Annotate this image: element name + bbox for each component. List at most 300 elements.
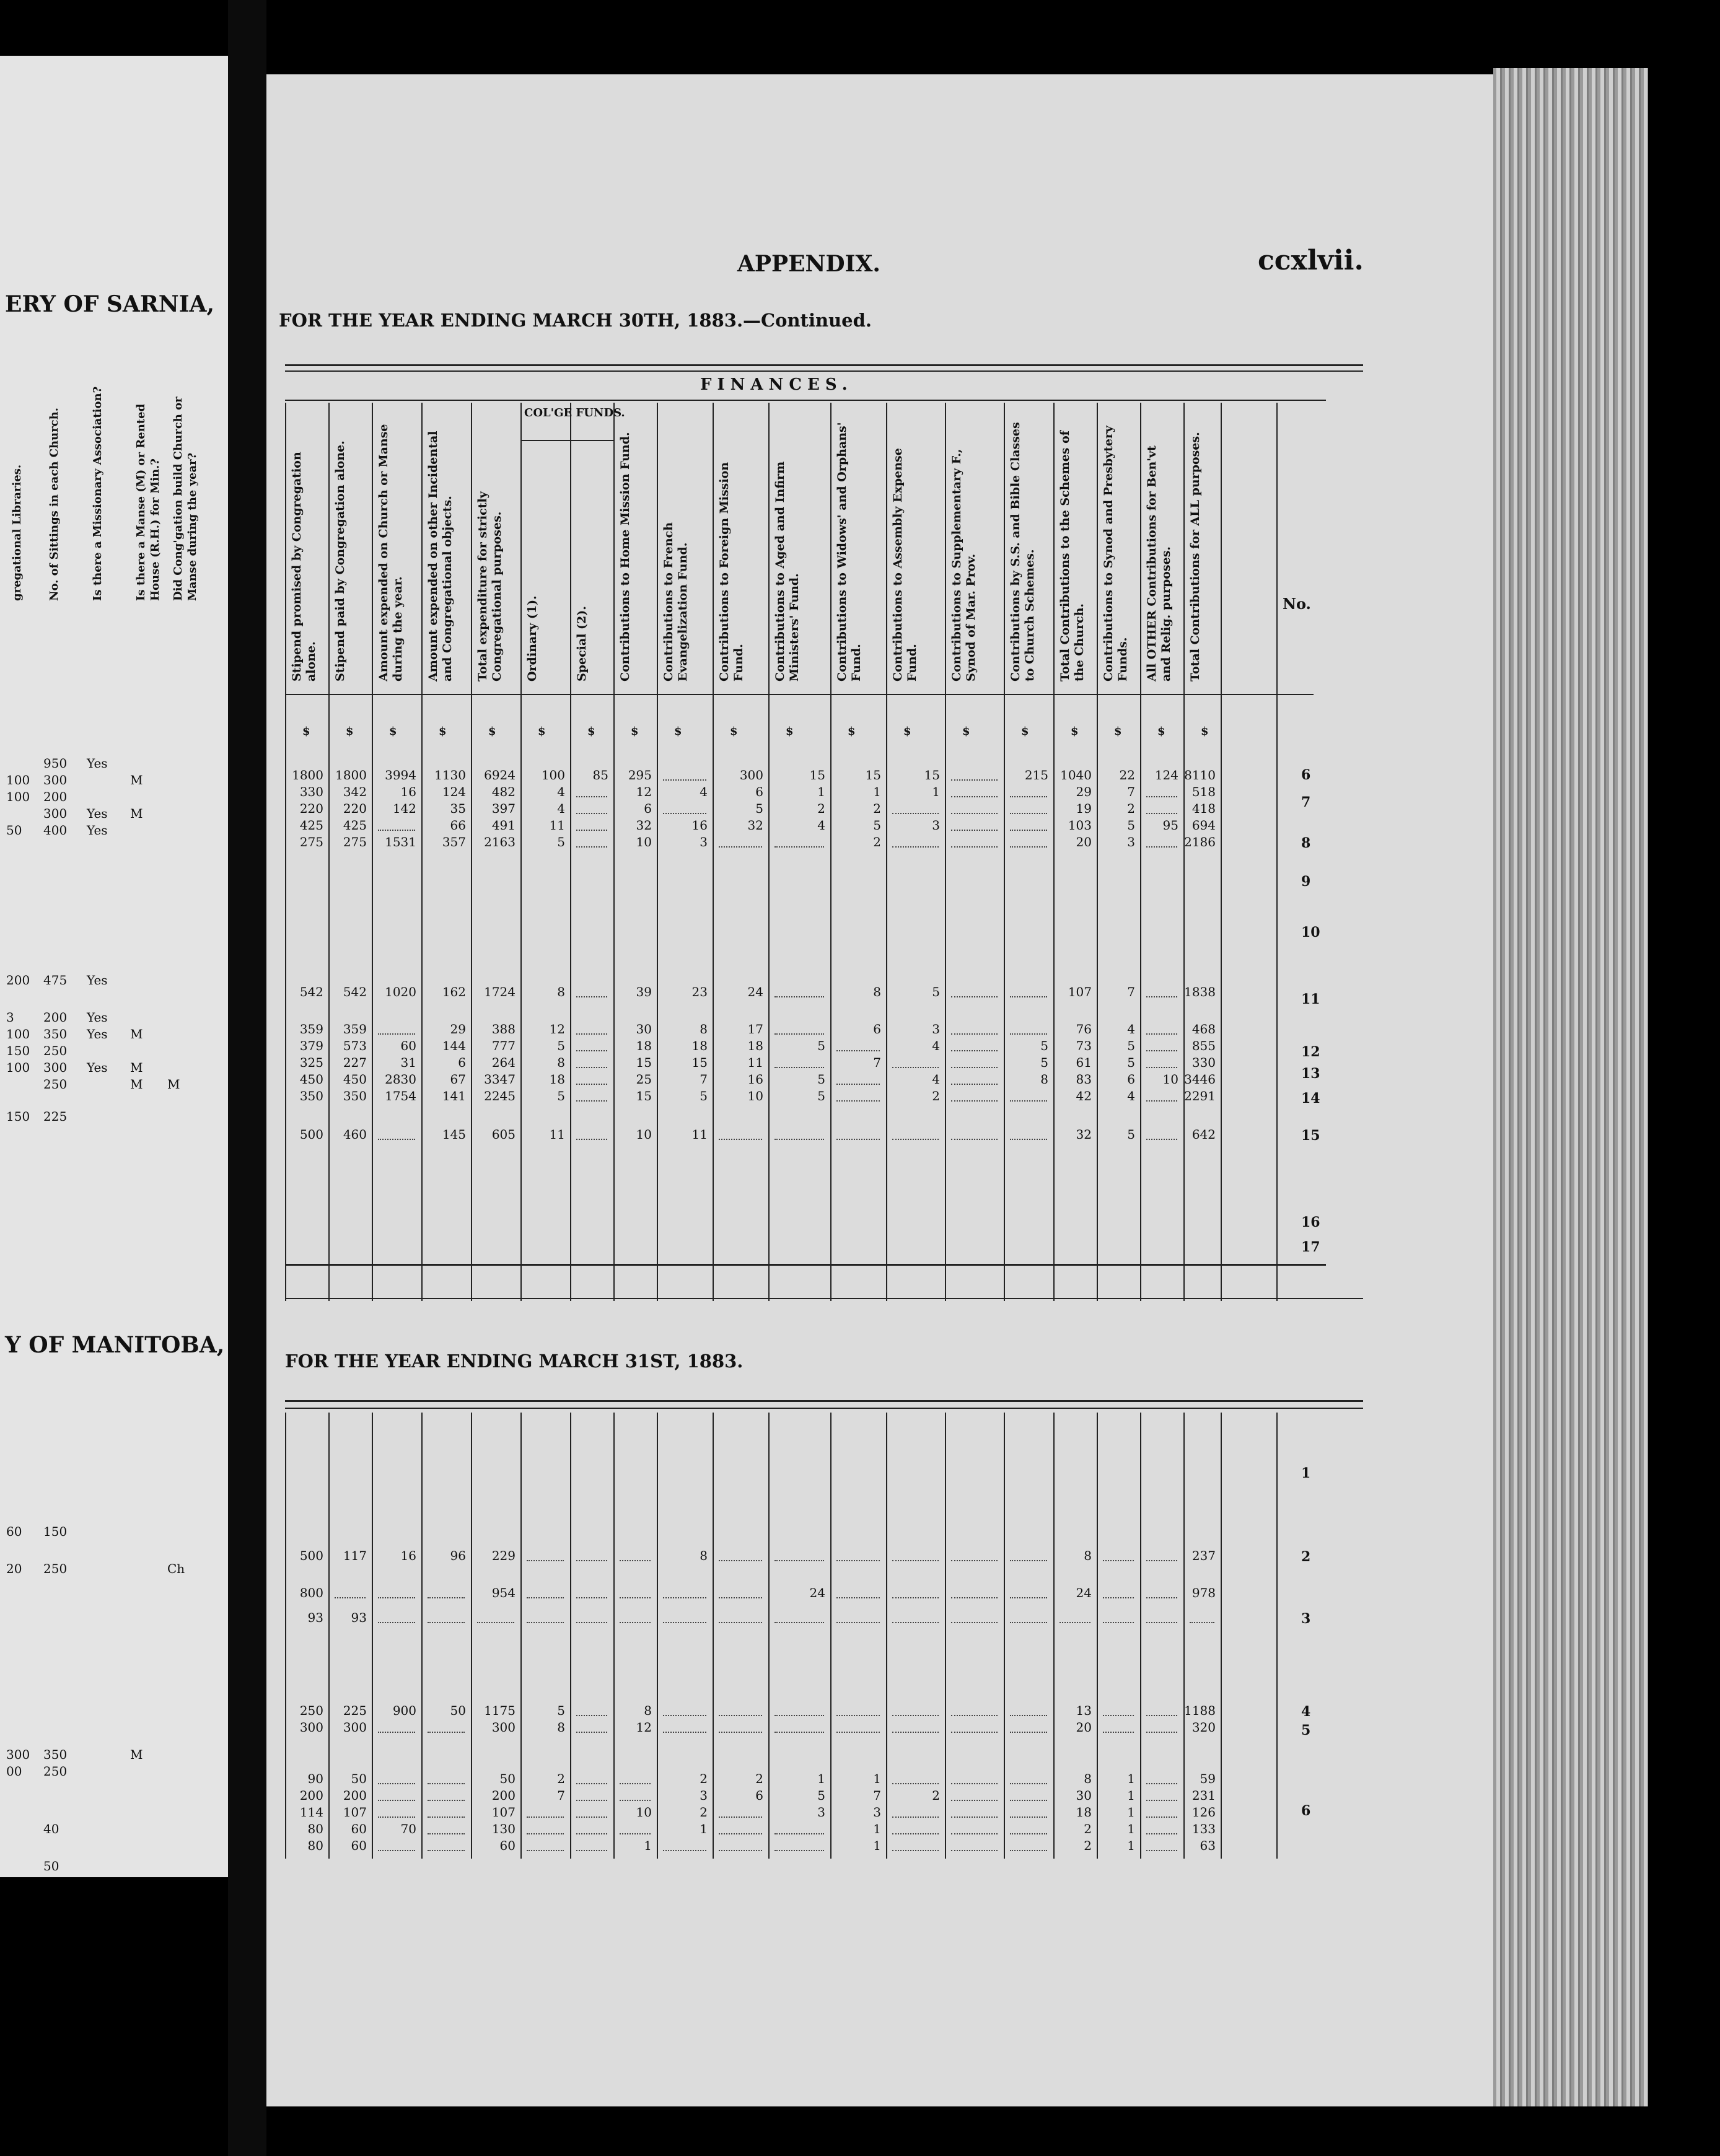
table-cell: 107 xyxy=(343,1805,367,1820)
left-cell: 250 xyxy=(43,1043,68,1058)
dotted-leader xyxy=(951,1067,998,1068)
table-cell: 330 xyxy=(1191,1055,1216,1070)
column-header: Total expenditure for strictly Congregational purposes. xyxy=(476,491,504,681)
dotted-leader xyxy=(527,1622,564,1623)
table-cell: 30 xyxy=(636,1022,652,1036)
table-cell: 31 xyxy=(400,1055,416,1070)
left-cell: 3 xyxy=(6,1010,14,1025)
table-cell: 482 xyxy=(491,784,516,799)
table-cell: 6 xyxy=(458,1055,466,1070)
table-cell: 320 xyxy=(1191,1720,1216,1735)
table-cell: 12 xyxy=(549,1022,565,1036)
table-cell: 10 xyxy=(636,1805,652,1820)
table-cell: 23 xyxy=(691,984,708,999)
column-divider xyxy=(421,403,423,1301)
dotted-leader xyxy=(719,1597,762,1598)
section1-caption: FOR THE YEAR ENDING MARCH 30TH, 1883.—Continued. xyxy=(279,310,872,331)
table-cell: 5 xyxy=(817,1072,825,1087)
table-cell: 1838 xyxy=(1184,984,1216,999)
dotted-leader xyxy=(428,1732,465,1733)
table-cell: 450 xyxy=(343,1072,367,1087)
table-cell: 2 xyxy=(873,835,881,849)
column-header: Total Contributions for ALL purposes. xyxy=(1188,432,1202,681)
dollar-sign: $ xyxy=(962,725,970,738)
dotted-leader xyxy=(892,1139,939,1140)
dotted-leader xyxy=(836,1715,880,1716)
finances-label: FINANCES. xyxy=(700,375,853,394)
table-cell: 16 xyxy=(400,784,416,799)
table-cell: 350 xyxy=(343,1089,367,1103)
dotted-leader xyxy=(1010,1833,1047,1834)
table-cell: 126 xyxy=(1191,1805,1216,1820)
table-cell: 468 xyxy=(1191,1022,1216,1036)
dotted-leader xyxy=(576,1067,607,1068)
table-cell: 145 xyxy=(442,1127,466,1142)
table-cell: 24 xyxy=(747,984,763,999)
dotted-leader xyxy=(576,1850,607,1851)
dotted-leader xyxy=(576,1084,607,1085)
table-cell: 642 xyxy=(1191,1127,1216,1142)
dotted-leader xyxy=(576,1050,607,1051)
table-cell: 144 xyxy=(442,1038,466,1053)
table-cell: 2 xyxy=(755,1771,763,1786)
table-cell: 32 xyxy=(1076,1127,1092,1142)
table-cell: 800 xyxy=(299,1585,323,1600)
table-cell: 76 xyxy=(1076,1022,1092,1036)
table-cell: 1 xyxy=(817,1771,825,1786)
dotted-leader xyxy=(719,1732,762,1733)
left-cell: 300 xyxy=(43,773,68,787)
dotted-leader xyxy=(951,1084,998,1085)
dotted-leader xyxy=(1103,1597,1134,1598)
table-cell: 8 xyxy=(873,984,881,999)
dotted-leader xyxy=(576,830,607,831)
dollar-sign: $ xyxy=(346,725,354,738)
column-divider xyxy=(945,403,946,1301)
table-cell: 2163 xyxy=(484,835,516,849)
dotted-leader xyxy=(951,846,998,848)
table-cell: 22 xyxy=(1119,768,1135,782)
dotted-leader xyxy=(663,779,706,781)
table-cell: 6 xyxy=(755,784,763,799)
table-cell: 605 xyxy=(491,1127,516,1142)
left-column-header: No. of Sittings in each Church. xyxy=(48,408,61,601)
dotted-leader xyxy=(378,1816,415,1818)
column-header: Contributions to Home Mission Fund. xyxy=(618,432,632,681)
dotted-leader xyxy=(951,1833,998,1834)
table-cell: 5 xyxy=(817,1038,825,1053)
table-cell: 264 xyxy=(491,1055,516,1070)
dotted-leader xyxy=(836,1100,880,1102)
dotted-leader xyxy=(951,996,998,997)
dotted-leader xyxy=(719,1850,762,1851)
table-cell: 1 xyxy=(1127,1771,1135,1786)
table-cell: 3 xyxy=(700,835,708,849)
dotted-leader xyxy=(774,1850,824,1851)
table-cell: 133 xyxy=(1191,1821,1216,1836)
table-cell: 60 xyxy=(351,1821,367,1836)
table-cell: 8110 xyxy=(1184,768,1216,782)
table-cell: 4 xyxy=(1127,1022,1135,1036)
table-cell: 1 xyxy=(932,784,940,799)
colleges-rule xyxy=(520,440,613,441)
dotted-leader xyxy=(951,1783,998,1784)
table-cell: 7 xyxy=(700,1072,708,1087)
dotted-leader xyxy=(428,1850,465,1851)
table-cell: 2 xyxy=(700,1771,708,1786)
table-cell: 5 xyxy=(557,1038,565,1053)
column-divider xyxy=(372,1413,373,1859)
section2-top-rule-2 xyxy=(285,1408,1363,1409)
table-cell: 80 xyxy=(307,1838,323,1853)
left-heading-sarnia: ERY OF SARNIA, xyxy=(5,291,214,317)
table-cell: 6 xyxy=(755,1788,763,1803)
table-cell: 25 xyxy=(636,1072,652,1087)
table-cell: 4 xyxy=(1127,1089,1135,1103)
dollar-sign: $ xyxy=(1021,725,1029,738)
table-cell: 100 xyxy=(541,768,565,782)
table-cell: 300 xyxy=(491,1720,516,1735)
dotted-leader xyxy=(1190,1622,1214,1623)
left-cell: 950 xyxy=(43,756,68,771)
table-cell: 295 xyxy=(628,768,652,782)
table-cell: 357 xyxy=(442,835,466,849)
table-cell: 124 xyxy=(442,784,466,799)
column-divider xyxy=(1004,1413,1005,1859)
dotted-leader xyxy=(1010,1783,1047,1784)
left-cell: 50 xyxy=(6,823,22,838)
column-header: Special (2). xyxy=(575,606,589,681)
column-divider xyxy=(328,403,330,1301)
left-cell: 225 xyxy=(43,1109,68,1124)
section1-bottom-rule xyxy=(285,1264,1326,1266)
table-cell: 11 xyxy=(747,1055,763,1070)
table-cell: 2 xyxy=(873,801,881,816)
table-cell: 2830 xyxy=(385,1072,416,1087)
dotted-leader xyxy=(477,1622,514,1623)
table-cell: 359 xyxy=(299,1022,323,1036)
table-cell: 5 xyxy=(817,1788,825,1803)
dotted-leader xyxy=(892,1715,939,1716)
table-cell: 5 xyxy=(755,801,763,816)
dotted-leader xyxy=(576,1800,607,1801)
table-cell: 107 xyxy=(1068,984,1092,999)
table-cell: 50 xyxy=(351,1771,367,1786)
column-header: Contributions to Aged and Infirm Ministers' Fund. xyxy=(773,461,801,681)
dotted-leader xyxy=(836,1050,880,1051)
table-cell: 2 xyxy=(1084,1821,1092,1836)
section2-top-rule xyxy=(285,1400,1363,1402)
table-cell: 5 xyxy=(1127,818,1135,833)
left-cell: 300 xyxy=(43,1060,68,1075)
table-cell: 200 xyxy=(343,1788,367,1803)
row-number: 2 xyxy=(1301,1549,1311,1565)
table-cell: 1 xyxy=(1127,1788,1135,1803)
dotted-leader xyxy=(1010,813,1047,814)
dotted-leader xyxy=(836,1622,880,1623)
dotted-leader xyxy=(774,1732,824,1733)
column-divider xyxy=(1004,403,1005,1301)
table-cell: 900 xyxy=(392,1703,416,1718)
left-cell: M xyxy=(130,1077,143,1092)
dotted-leader xyxy=(663,1597,706,1598)
column-divider xyxy=(830,403,831,1301)
dotted-leader xyxy=(527,1833,564,1834)
table-cell: 6 xyxy=(873,1022,881,1036)
table-cell: 300 xyxy=(299,1720,323,1735)
dotted-leader xyxy=(836,1560,880,1561)
left-cell: M xyxy=(130,806,143,821)
dotted-leader xyxy=(892,1833,939,1834)
table-cell: 142 xyxy=(392,801,416,816)
table-cell: 96 xyxy=(450,1548,466,1563)
column-header: Contributions to French Evangelization Fund. xyxy=(662,522,690,681)
dotted-leader xyxy=(576,1622,607,1623)
table-cell: 229 xyxy=(491,1548,516,1563)
table-cell: 7 xyxy=(1127,784,1135,799)
dotted-leader xyxy=(774,1033,824,1035)
table-cell: 59 xyxy=(1200,1771,1216,1786)
dotted-leader xyxy=(576,1783,607,1784)
left-column-header: gregational Libraries. xyxy=(11,464,24,601)
dotted-leader xyxy=(892,1622,939,1623)
table-cell: 225 xyxy=(343,1703,367,1718)
row-number: 5 xyxy=(1301,1722,1311,1738)
table-cell: 237 xyxy=(1191,1548,1216,1563)
left-page xyxy=(0,56,228,1877)
table-cell: 5 xyxy=(557,835,565,849)
no-label: No. xyxy=(1283,595,1311,613)
table-cell: 10 xyxy=(1162,1072,1178,1087)
dotted-leader xyxy=(951,1816,998,1818)
table-cell: 4 xyxy=(557,784,565,799)
dollar-sign: $ xyxy=(848,725,856,738)
table-cell: 6 xyxy=(1127,1072,1135,1087)
dotted-leader xyxy=(1010,1033,1047,1035)
dotted-leader xyxy=(576,1100,607,1102)
table-cell: 7 xyxy=(873,1055,881,1070)
table-cell: 18 xyxy=(549,1072,565,1087)
table-cell: 18 xyxy=(1076,1805,1092,1820)
table-cell: 5 xyxy=(557,1703,565,1718)
column-divider xyxy=(520,403,522,1301)
dotted-leader xyxy=(620,1597,651,1598)
table-cell: 777 xyxy=(491,1038,516,1053)
table-cell: 220 xyxy=(299,801,323,816)
section2-caption: FOR THE YEAR ENDING MARCH 31ST, 1883. xyxy=(285,1351,744,1372)
table-cell: 61 xyxy=(1076,1055,1092,1070)
column-divider xyxy=(1140,403,1141,1301)
table-cell: 93 xyxy=(307,1610,323,1625)
rule-top-1 xyxy=(285,364,1363,366)
column-divider xyxy=(570,1413,571,1859)
column-divider xyxy=(613,1413,615,1859)
dotted-leader xyxy=(951,1033,998,1035)
table-cell: 11 xyxy=(549,1127,565,1142)
table-cell: 103 xyxy=(1068,818,1092,833)
left-cell: 250 xyxy=(43,1764,68,1779)
column-divider xyxy=(285,403,286,1301)
table-cell: 15 xyxy=(636,1055,652,1070)
dotted-leader xyxy=(576,1033,607,1035)
dotted-leader xyxy=(951,1597,998,1598)
column-divider xyxy=(1053,403,1055,1301)
dotted-leader xyxy=(1010,1715,1047,1716)
left-cell: 100 xyxy=(6,773,30,787)
dotted-leader xyxy=(620,1833,651,1834)
dotted-leader xyxy=(428,1800,465,1801)
column-header: All OTHER Contributions for Ben'vt and Relig. purposes. xyxy=(1145,445,1173,681)
table-cell: 3347 xyxy=(484,1072,516,1087)
left-cell: M xyxy=(130,1027,143,1041)
table-cell: 18 xyxy=(636,1038,652,1053)
dotted-leader xyxy=(620,1560,651,1561)
dollar-sign: $ xyxy=(1071,725,1079,738)
table-cell: 5 xyxy=(1127,1127,1135,1142)
dotted-leader xyxy=(892,1816,939,1818)
dotted-leader xyxy=(1010,796,1047,797)
dotted-leader xyxy=(719,1816,762,1818)
left-cell: M xyxy=(130,773,143,787)
column-divider xyxy=(1276,403,1278,1301)
dotted-leader xyxy=(951,1850,998,1851)
dotted-leader xyxy=(663,813,706,814)
dotted-leader xyxy=(836,1084,880,1085)
column-header: Amount expended on Church or Manse during the year. xyxy=(377,424,405,681)
column-header: Stipend promised by Congregation alone. xyxy=(290,452,318,681)
dotted-leader xyxy=(378,1622,415,1623)
table-cell: 1 xyxy=(700,1821,708,1836)
table-cell: 124 xyxy=(1154,768,1178,782)
column-header: Total Contributions to the Schemes of the Church. xyxy=(1058,431,1086,681)
dotted-leader xyxy=(951,1715,998,1716)
dotted-leader xyxy=(378,1850,415,1851)
table-cell: 1188 xyxy=(1184,1703,1216,1718)
table-cell: 1800 xyxy=(335,768,367,782)
table-cell: 3 xyxy=(700,1788,708,1803)
left-cell: 350 xyxy=(43,1027,68,1041)
table-cell: 350 xyxy=(299,1089,323,1103)
table-cell: 15 xyxy=(809,768,825,782)
dollar-sign: $ xyxy=(538,725,546,738)
dollar-sign: $ xyxy=(730,725,738,738)
dotted-leader xyxy=(576,1139,607,1140)
left-cell: 200 xyxy=(43,789,68,804)
dollar-sign: $ xyxy=(674,725,682,738)
column-divider xyxy=(1276,1413,1278,1859)
table-cell: 67 xyxy=(450,1072,466,1087)
dotted-leader xyxy=(1103,1732,1134,1733)
table-cell: 518 xyxy=(1191,784,1216,799)
column-divider xyxy=(886,403,887,1301)
table-cell: 5 xyxy=(1127,1055,1135,1070)
table-cell: 10 xyxy=(747,1089,763,1103)
left-cell: M xyxy=(167,1077,180,1092)
left-cell: Yes xyxy=(87,806,108,821)
column-header: Contributions to Assembly Expense Fund. xyxy=(891,448,919,681)
table-cell: 12 xyxy=(636,784,652,799)
table-cell: 80 xyxy=(307,1821,323,1836)
left-cell: 300 xyxy=(43,806,68,821)
table-cell: 107 xyxy=(491,1805,516,1820)
left-cell: 100 xyxy=(6,789,30,804)
dotted-leader xyxy=(576,796,607,797)
dotted-leader xyxy=(951,1139,998,1140)
dotted-leader xyxy=(719,1139,762,1140)
table-cell: 11 xyxy=(691,1127,708,1142)
left-cell: 200 xyxy=(6,973,30,988)
table-cell: 8 xyxy=(700,1548,708,1563)
column-divider xyxy=(830,1413,831,1859)
table-cell: 8 xyxy=(1040,1072,1048,1087)
dotted-leader xyxy=(951,796,998,797)
dotted-leader xyxy=(428,1622,465,1623)
table-cell: 12 xyxy=(636,1720,652,1735)
table-cell: 330 xyxy=(299,784,323,799)
table-cell: 275 xyxy=(299,835,323,849)
table-cell: 1130 xyxy=(434,768,466,782)
table-cell: 39 xyxy=(636,984,652,999)
dotted-leader xyxy=(836,1732,880,1733)
table-cell: 1020 xyxy=(385,984,416,999)
dotted-leader xyxy=(1010,1622,1047,1623)
left-cell: 00 xyxy=(6,1764,22,1779)
table-cell: 500 xyxy=(299,1127,323,1142)
table-cell: 2291 xyxy=(1184,1089,1216,1103)
column-divider xyxy=(570,403,571,1301)
dotted-leader xyxy=(951,1732,998,1733)
dotted-leader xyxy=(663,1622,706,1623)
table-cell: 1 xyxy=(1127,1838,1135,1853)
dotted-leader xyxy=(663,1715,706,1716)
table-cell: 29 xyxy=(1076,784,1092,799)
table-cell: 4 xyxy=(557,801,565,816)
table-cell: 20 xyxy=(1076,835,1092,849)
table-cell: 4 xyxy=(817,818,825,833)
table-cell: 200 xyxy=(299,1788,323,1803)
table-cell: 220 xyxy=(343,801,367,816)
dotted-leader xyxy=(774,1067,824,1068)
table-cell: 24 xyxy=(809,1585,825,1600)
dotted-leader xyxy=(576,846,607,848)
row-number: 16 xyxy=(1301,1214,1320,1230)
dotted-leader xyxy=(1010,830,1047,831)
column-divider xyxy=(421,1413,423,1859)
left-cell: Ch xyxy=(167,1561,185,1576)
table-cell: 90 xyxy=(307,1771,323,1786)
dotted-leader xyxy=(951,779,998,781)
dotted-leader xyxy=(576,1560,607,1561)
table-cell: 3446 xyxy=(1184,1072,1216,1087)
colleges-label: COL'GE FUNDS. xyxy=(524,406,625,419)
table-cell: 83 xyxy=(1076,1072,1092,1087)
table-cell: 4 xyxy=(932,1038,940,1053)
row-number: 15 xyxy=(1301,1128,1320,1144)
left-cell: 300 xyxy=(6,1747,30,1762)
dotted-leader xyxy=(892,1783,939,1784)
left-cell: 40 xyxy=(43,1821,59,1836)
dotted-leader xyxy=(951,1560,998,1561)
table-cell: 250 xyxy=(299,1703,323,1718)
dotted-leader xyxy=(428,1783,465,1784)
left-cell: 150 xyxy=(43,1524,68,1539)
table-cell: 359 xyxy=(343,1022,367,1036)
table-cell: 2 xyxy=(557,1771,565,1786)
table-cell: 3994 xyxy=(385,768,416,782)
left-cell: 350 xyxy=(43,1747,68,1762)
dotted-leader xyxy=(1103,1622,1134,1623)
table-cell: 542 xyxy=(343,984,367,999)
